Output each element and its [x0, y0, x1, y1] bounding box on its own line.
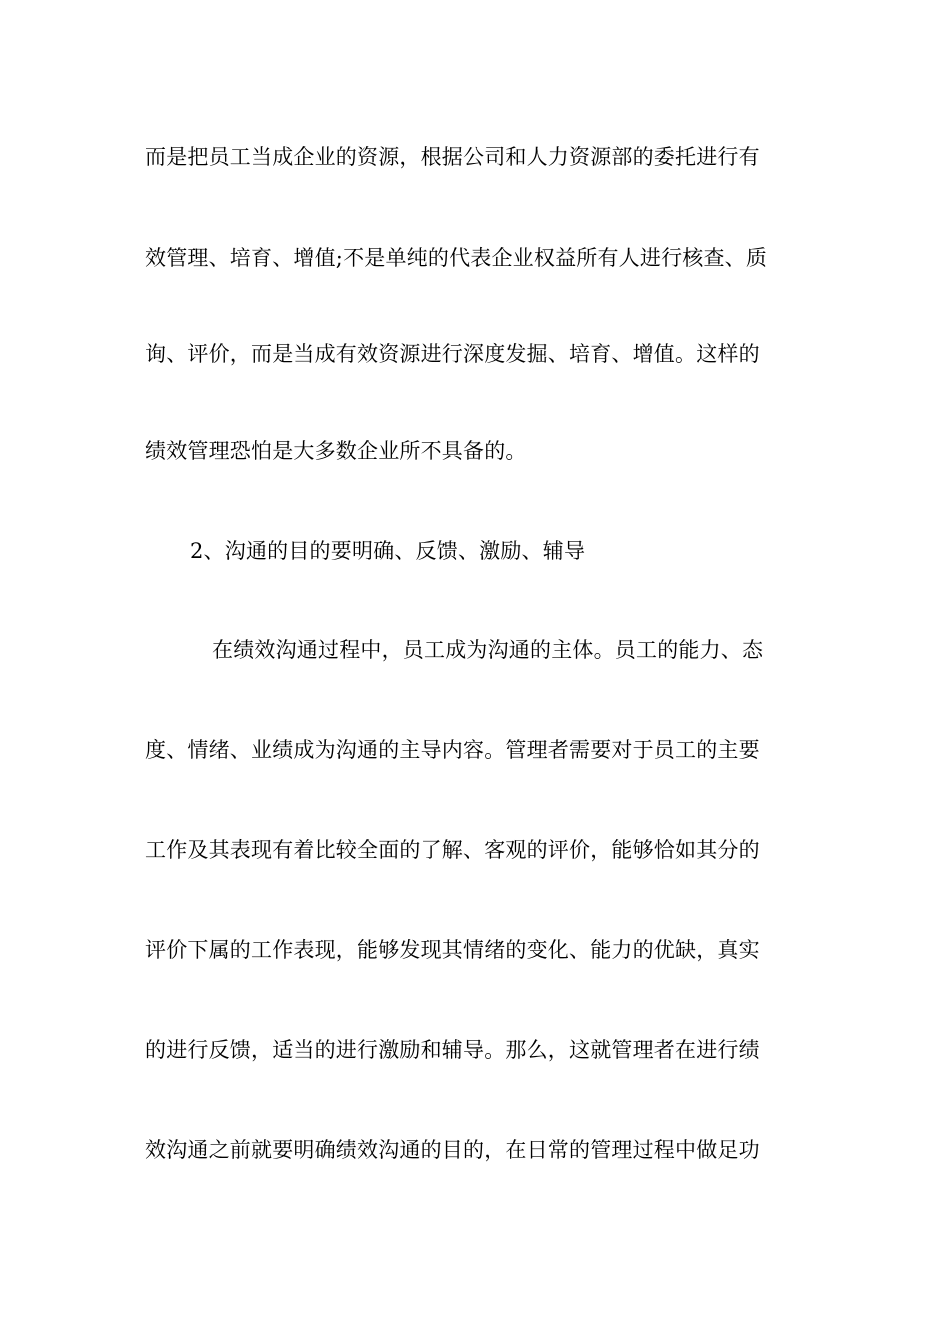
paragraph-line: 工作及其表现有着比较全面的了解、客观的评价，能够恰如其分的 — [145, 838, 760, 862]
paragraph-line: 而是把员工当成企业的资源，根据公司和人力资源部的委托进行有 — [145, 145, 760, 169]
paragraph-line: 绩效管理恐怕是大多数企业所不具备的。 — [145, 439, 527, 463]
section-heading: 2、沟通的目的要明确、反馈、激励、辅导 — [190, 539, 586, 563]
paragraph-line: 评价下属的工作表现，能够发现其情绪的变化、能力的优缺，真实 — [145, 938, 760, 962]
paragraph-line: 效沟通之前就要明确绩效沟通的目的，在日常的管理过程中做足功 — [145, 1138, 760, 1162]
paragraph-line: 询、评价，而是当成有效资源进行深度发掘、培育、增值。这样的 — [145, 342, 760, 366]
paragraph-line: 的进行反馈，适当的进行激励和辅导。那么，这就管理者在进行绩 — [145, 1038, 760, 1062]
paragraph-line: 度、情绪、业绩成为沟通的主导内容。管理者需要对于员工的主要 — [145, 738, 760, 762]
paragraph-line: 在绩效沟通过程中，员工成为沟通的主体。员工的能力、态 — [212, 638, 764, 662]
paragraph-line: 效管理、培育、增值;不是单纯的代表企业权益所有人进行核查、质 — [145, 246, 768, 270]
